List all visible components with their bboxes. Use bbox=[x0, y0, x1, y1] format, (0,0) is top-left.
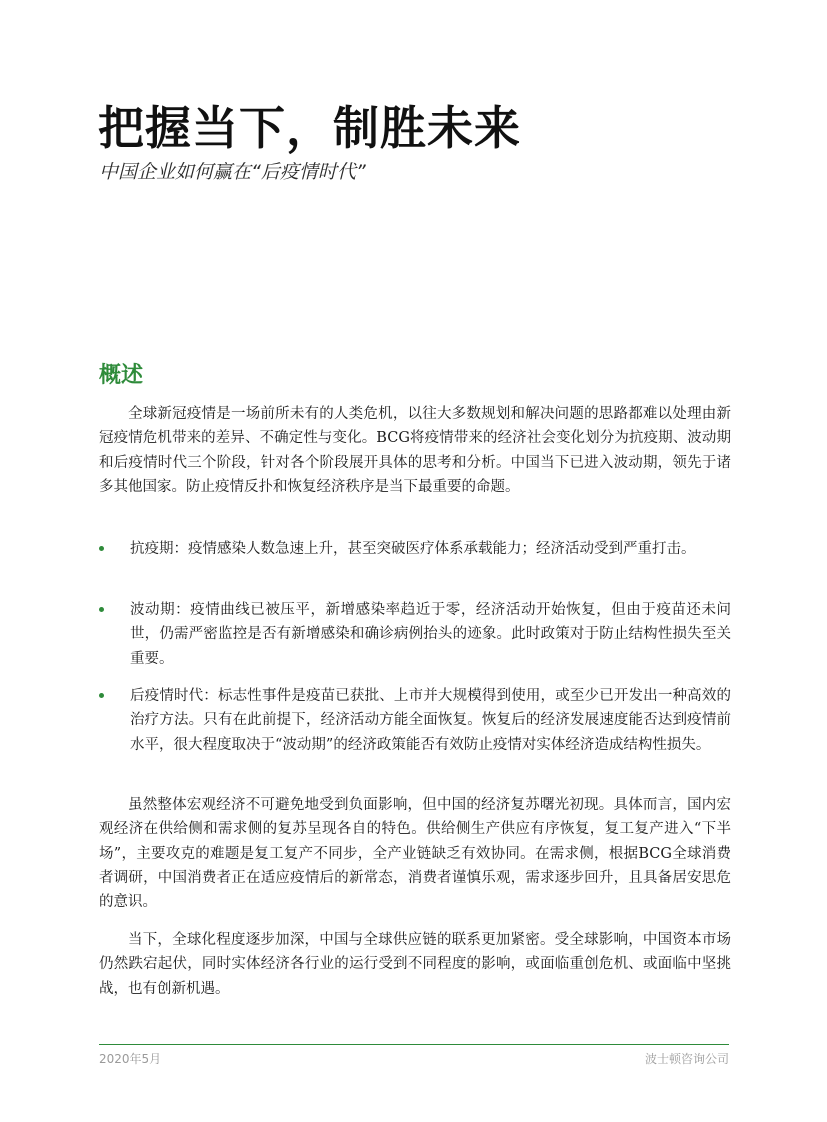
recovery-paragraph: 虽然整体宏观经济不可避免地受到负面影响，但中国的经济复苏曙光初现。具体而言，国内宏观经济在供给侧和需求侧的复苏呈现各自的特色。供给侧生产供应有序恢复，复工复产进入“下半场”，主要攻克的难题是复工复产不同步，全产业链缺乏有效协同。在需求侧，根据BCG全球消费者调研，中国消费者正在适应疫情后的新常态，消费者谨慎乐观，需求逐步回升，且具备居安思危的意识。 bbox=[99, 797, 731, 911]
section-heading-overview: 概述 bbox=[99, 363, 144, 388]
intro-paragraph: 全球新冠疫情是一场前所未有的人类危机，以往大多数规划和解决问题的思路都难以处理由新冠疫情危机带来的差异、不确定性与变化。BCG将疫情带来的经济社会变化划分为抗疫期、波动期和后疫情时代三个阶段，针对各个阶段展开具体的思考和分析。中国当下已进入波动期，领先于诸多其他国家。防止疫情反扑和恢复经济秩序是当下最重要的命题。 bbox=[99, 406, 731, 495]
page-title: 把握当下，制胜未来 bbox=[98, 101, 521, 155]
bullet-icon bbox=[99, 607, 104, 612]
globalization-paragraph: 当下，全球化程度逐步加深，中国与全球供应链的联系更加紧密。受全球影响，中国资本市场仍然跌宕起伏，同时实体经济各行业的运行受到不同程度的影响，或面临重创危机、或面临中坚挑战，也有创新机遇。 bbox=[99, 932, 731, 997]
bullet-icon bbox=[99, 693, 104, 698]
list-item bbox=[99, 598, 731, 671]
footer-date: 2020年5月 bbox=[99, 1052, 162, 1066]
list-item-text: 抗疫期：疫情感染人数急速上升，甚至突破医疗体系承载能力；经济活动受到严重打击。 bbox=[130, 541, 696, 557]
list-item-text: 波动期：疫情曲线已被压平，新增感染率趋近于零，经济活动开始恢复，但由于疫苗还未问世，仍需严密监控是否有新增感染和确诊病例抬头的迹象。此时政策对于防止结构性损失至关重要。 bbox=[130, 602, 731, 667]
footer-company: 波士顿咨询公司 bbox=[644, 1052, 729, 1066]
list-item bbox=[99, 684, 731, 757]
bullet-icon bbox=[99, 546, 104, 551]
page-subtitle: 中国企业如何赢在“后疫情时代” bbox=[99, 161, 366, 183]
list-item bbox=[99, 537, 731, 561]
footer-divider bbox=[99, 1044, 729, 1045]
list-item-text: 后疫情时代：标志性事件是疫苗已获批、上市并大规模得到使用，或至少已开发出一种高效的治疗方法。只有在此前提下，经济活动方能全面恢复。恢复后的经济发展速度能否达到疫情前水平，很大程度取决于“波动期”的经济政策能否有效防止疫情对实体经济造成结构性损失。 bbox=[130, 688, 731, 753]
